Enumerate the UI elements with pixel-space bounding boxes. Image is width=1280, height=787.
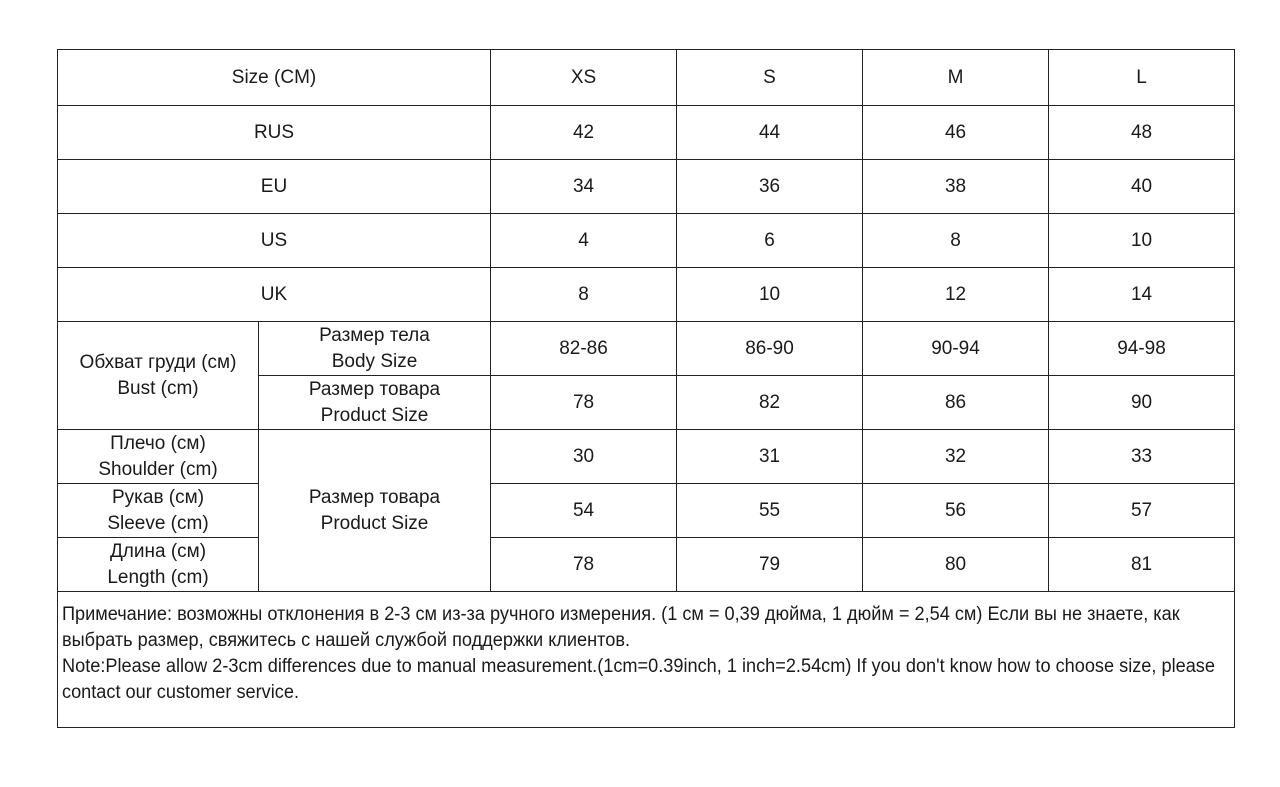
table-cell: 6 (677, 214, 863, 268)
table-cell: 14 (1049, 268, 1235, 322)
table-cell: 81 (1049, 538, 1235, 592)
table-cell: 30 (491, 430, 677, 484)
table-cell: 55 (677, 484, 863, 538)
table-cell: 78 (491, 376, 677, 430)
sublabel-body-size (259, 322, 491, 376)
sleeve-label-en: Sleeve (cm) (107, 512, 209, 534)
size-header-m: M (863, 50, 1049, 106)
row-label-eu: EU (58, 160, 491, 214)
row-label-sleeve (58, 484, 259, 538)
size-header-l: L (1049, 50, 1235, 106)
table-cell: 40 (1049, 160, 1235, 214)
table-cell: 8 (491, 268, 677, 322)
length-label-ru: Длина (см) (109, 540, 207, 562)
sleeve-label-ru: Рукав (см) (111, 486, 205, 508)
table-cell: 56 (863, 484, 1049, 538)
shoulder-label-ru: Плечо (см) (110, 432, 206, 454)
row-label-uk: UK (58, 268, 491, 322)
table-row-length (58, 538, 1235, 592)
table-cell: 54 (491, 484, 677, 538)
table-cell: 90 (1049, 376, 1235, 430)
size-table (57, 49, 1235, 728)
table-row-shoulder (58, 430, 1235, 484)
note-cell (58, 592, 1235, 728)
table-cell: 36 (677, 160, 863, 214)
table-cell: 12 (863, 268, 1049, 322)
table-cell: 86-90 (677, 322, 863, 376)
sublabel-product-size-group (259, 430, 491, 592)
table-cell: 57 (1049, 484, 1235, 538)
product-size-label-ru: Размер товара (308, 378, 441, 400)
sublabel-product-size (259, 376, 491, 430)
table-row-sleeve (58, 484, 1235, 538)
header-row (58, 50, 1235, 106)
body-size-label-en: Body Size (331, 350, 418, 372)
table-cell: 10 (677, 268, 863, 322)
row-label-us: US (58, 214, 491, 268)
table-cell: 78 (491, 538, 677, 592)
table-row-eu (58, 160, 1235, 214)
shoulder-label-en: Shoulder (cm) (98, 458, 218, 480)
table-cell: 44 (677, 106, 863, 160)
table-cell: 48 (1049, 106, 1235, 160)
product-group-label-en: Product Size (320, 512, 429, 534)
size-chart (57, 49, 1234, 728)
table-cell: 33 (1049, 430, 1235, 484)
bust-label-en: Bust (cm) (117, 377, 199, 399)
table-row-uk (58, 268, 1235, 322)
note-text-ru: Примечание: возможны отклонения в 2-3 см из-за ручного измерения. (1 см = 0,39 дюйма, 1 дюйм = 2,54 см) Если вы не знаете, как выбрать размер, свяжитесь с нашей службой поддержки клиентов. (62, 604, 1180, 651)
table-row-rus (58, 106, 1235, 160)
table-cell: 32 (863, 430, 1049, 484)
body-size-label-ru: Размер тела (319, 324, 430, 346)
table-cell: 38 (863, 160, 1049, 214)
table-cell: 4 (491, 214, 677, 268)
table-cell: 34 (491, 160, 677, 214)
table-row-bust-body (58, 322, 1235, 376)
size-header-label: Size (CM) (58, 50, 491, 106)
note-text-en: Note:Please allow 2-3cm differences due to manual measurement.(1cm=0.39inch, 1 inch=2.54cm) If you don't know how to choose size, please contact our customer service. (62, 656, 1215, 703)
table-cell: 8 (863, 214, 1049, 268)
size-header-s: S (677, 50, 863, 106)
table-cell: 80 (863, 538, 1049, 592)
table-cell: 10 (1049, 214, 1235, 268)
row-label-length (58, 538, 259, 592)
table-cell: 90-94 (863, 322, 1049, 376)
table-cell: 82-86 (491, 322, 677, 376)
product-group-label-ru: Размер товара (308, 486, 441, 508)
table-cell: 79 (677, 538, 863, 592)
table-row-note (58, 592, 1235, 728)
row-label-shoulder (58, 430, 259, 484)
row-label-rus: RUS (58, 106, 491, 160)
row-label-bust (58, 322, 259, 430)
table-cell: 94-98 (1049, 322, 1235, 376)
table-cell: 31 (677, 430, 863, 484)
table-cell: 86 (863, 376, 1049, 430)
product-size-label-en: Product Size (320, 404, 429, 426)
table-row-us (58, 214, 1235, 268)
length-label-en: Length (cm) (107, 566, 209, 588)
table-cell: 46 (863, 106, 1049, 160)
bust-label-ru: Обхват груди (см) (79, 351, 237, 373)
table-cell: 42 (491, 106, 677, 160)
table-cell: 82 (677, 376, 863, 430)
size-header-xs: XS (491, 50, 677, 106)
